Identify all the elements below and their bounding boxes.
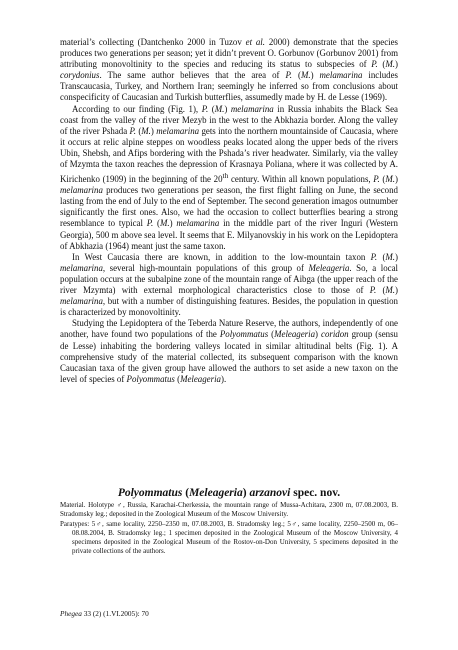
body-text [60,37,398,385]
footer-volume: 33 (2) (1.VI.2005): 70 [83,609,149,618]
heading-suffix: spec. nov. [293,487,341,499]
footer-journal: Phegea [60,609,82,618]
paragraph-2: According to our finding (Fig. 1), P. (M.) melamarina in Russia inhabits the Black Sea coast from the valley of the river Mezyb in the west to the Abkhazia border. Along the valley of the river Pshada P. (M.) melamarina gets into the northern mountainside of Caucasia, where it occurs at relic alpine steppes on woodless peaks located along the upper beds of the rivers Ubin, Shebsh, and Afips bordering with the Pshada’s river headwater. Similarly, via the valley of Mzymta the taxon reaches the depression of Krasnaya Poliana, where it was collected by A. Kirichenko (1909) in the beginning of the 20th century. Within all known populations, P. (M.) melamarina produces two generations per season, the first flight falling on June, the second lasting from the end of July to the end of September. The second generation imagos outnumber significantly the first ones. Also, we had the occasion to collect butterflies bearing a strong resemblance to typical P. (M.) melamarina in the middle part of the river Inguri (Western Georgia), 500 m above sea level. It seems that E. Milyanovskiy in his work on the Lepidoptera of Abkhazia (1964) meant just the same taxon. [60,103,398,251]
page-footer [60,609,149,618]
paragraph-4: Studying the Lepidoptera of the Teberda Nature Reserve, the authors, independently of one another, have found two populations of the Polyommatus (Meleageria) coridon group (sensu de Lesse) inhabiting the bordering valleys located in similar altitudinal belts (Fig. 1). A comprehensive study of the material collected, its subsequent comparison with the known Caucasian taxa of the given group have allowed the authors to set aside a new taxon on the level of species of Polyommatus (Meleageria). [60,318,398,384]
material-section [60,501,398,557]
material-paratypes: Paratypes: 5♂, same locality, 2250–2350 m, 07.08.2003, B. Stradomsky leg.; 5♂, same locality, 2250–2500 m, 06–08.08.2004, B. Stradomsky leg.; 1 specimen deposited in the Zoological Museum of the Moscow University, 4 specimens deposited in the Zoological Museum of the Rostov-on-Don University, 5 specimens deposited in the private collections of the authors. [60,519,398,556]
paragraph-3: In West Caucasia there are known, in addition to the low-mountain taxon P. (M.) melamarina, several high-mountain populations of this group of Meleageria. So, a local population occurs at the subalpine zone of the mountain range of Aibga (the upper reach of the river Mzymta) with external morphological characteristics close to those of P. (M.) melamarina, but with a number of distinguishing features. Besides, the population in question is characterized by monovoltinity. [60,251,398,318]
heading-species: arzanovi [249,487,291,499]
material-holotype: Material. Holotype ♂, Russia, Karachai-Cherkessia, the mountain range of Mussa-Achitara, 2300 m, 07.08.2003, B. Stradomsky leg.; deposited in the Zoological Museum of the Moscow University. [60,501,398,519]
section-heading: Polyommatus (Meleageria) arzanovi spec. nov. [117,487,341,499]
heading-subgenus: Meleageria [189,487,243,499]
heading-genus: Polyommatus [117,487,183,499]
paragraph-1: material’s collecting (Dantchenko 2000 in Tuzov et al. 2000) demonstrate that the species produces two generations per season; yet it didn’t prevent O. Gorbunov (Gorbunov 2001) from attributing monovoltinity to the species and reducing its status to subspecies of P. (M.) corydonius. The same author believes that the area of P. (M.) melamarina includes Transcaucasia, Turkey, and Northern Iran; seemingly he inferred so from conclusions about conspecificity of Caucasian and Turkish butterflies, assumedly made by H. de Lesse (1969). [60,37,398,103]
